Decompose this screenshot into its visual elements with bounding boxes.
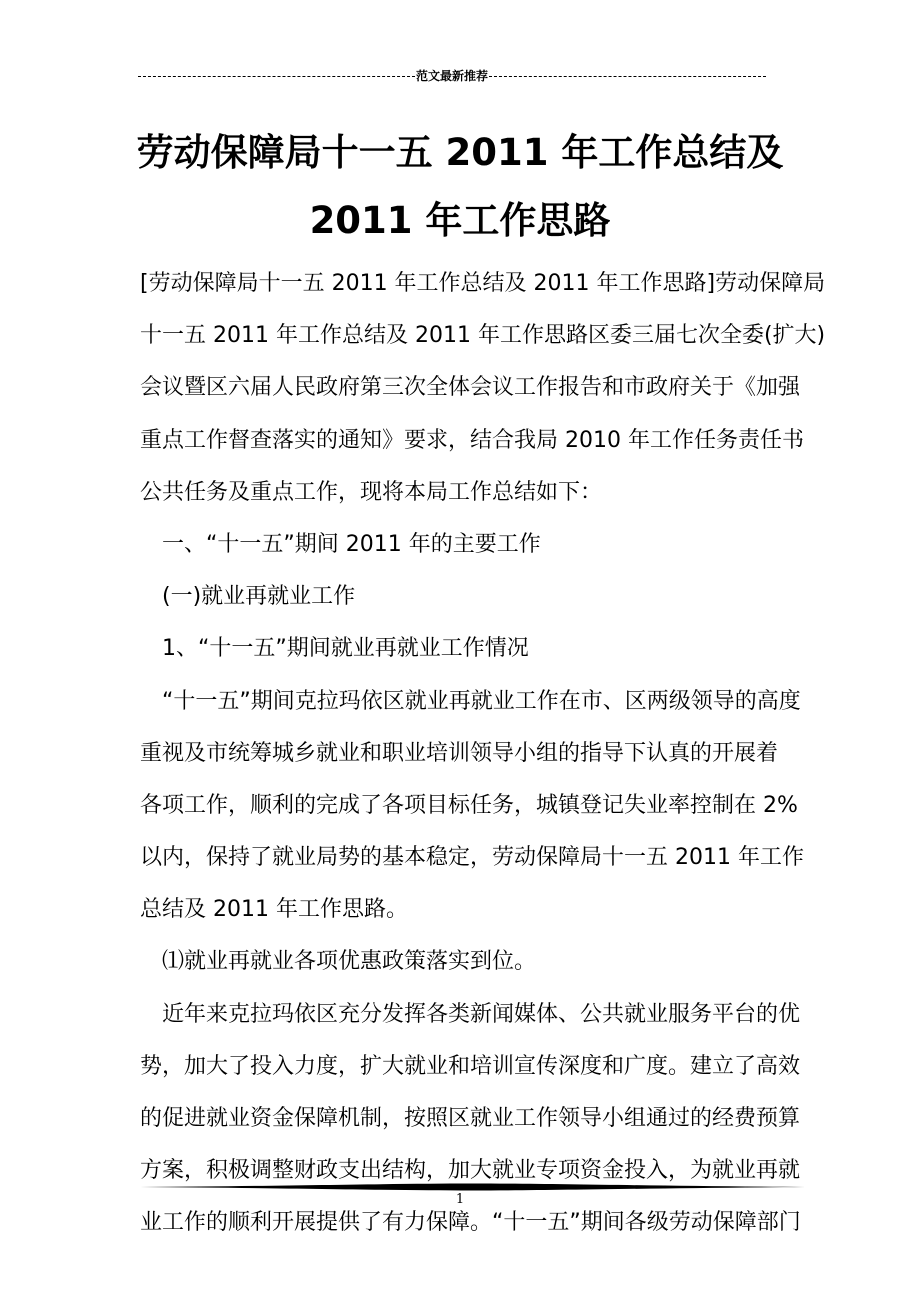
page-number: 1 <box>455 1192 465 1207</box>
document-title-line-2: 2011 年工作思路 <box>309 199 611 242</box>
document-body <box>140 258 826 1250</box>
section-heading: 一、“十一五”期间 2011 年的主要工作 <box>162 531 541 557</box>
header-dash-right <box>489 76 766 77</box>
body-line: 总结及 2011 年工作思路。 <box>140 897 408 923</box>
item-heading: 1、“十一五”期间就业再就业工作情况 <box>162 636 529 662</box>
body-line: 业工作的顺利开展提供了有力保障。“十一五”期间各级劳动保障部门 <box>140 1210 801 1236</box>
body-line: 势，加大了投入力度，扩大就业和培训宣传深度和广度。建立了高效 <box>140 1053 801 1079</box>
header-label: 范文最新推荐 <box>416 69 489 83</box>
page-header <box>138 64 766 88</box>
body-line: 十一五 2011 年工作总结及 2011 年工作思路区委三届七次全委(扩大) <box>140 323 826 349</box>
body-line: “十一五”期间克拉玛依区就业再就业工作在市、区两级领导的高度 <box>162 688 801 714</box>
body-line: 近年来克拉玛依区充分发挥各类新闻媒体、公共就业服务平台的优 <box>162 1001 801 1027</box>
body-line: 重视及市统筹城乡就业和职业培训领导小组的指导下认真的开展着 <box>140 740 779 766</box>
header-dash-left <box>138 76 415 77</box>
body-line: 各项工作，顺利的完成了各项目标任务，城镇登记失业率控制在 2% <box>140 792 798 818</box>
body-line: 会议暨区六届人民政府第三次全体会议工作报告和市政府关于《加强 <box>140 375 801 401</box>
subsection-heading: (一)就业再就业工作 <box>162 584 356 610</box>
body-line: 的促进就业资金保障机制，按照区就业工作领导小组通过的经费预算 <box>140 1106 801 1131</box>
body-line: 重点工作督查落实的通知》要求，结合我局 2010 年工作任务责任书 <box>140 427 804 453</box>
document-title-line-1: 劳动保障局十一五 2011 年工作总结及 <box>136 131 784 174</box>
body-line: 公共任务及重点工作，现将本局工作总结如下： <box>140 479 603 505</box>
body-line: 方案，积极调整财政支出结构，加大就业专项资金投入，为就业再就 <box>140 1158 801 1184</box>
item-heading: ⑴就业再就业各项优惠政策落实到位。 <box>162 949 537 975</box>
body-line: 以内，保持了就业局势的基本稳定，劳动保障局十一五 2011 年工作 <box>140 845 804 871</box>
body-line: [劳动保障局十一五 2011 年工作总结及 2011 年工作思路]劳动保障局 <box>140 271 826 296</box>
